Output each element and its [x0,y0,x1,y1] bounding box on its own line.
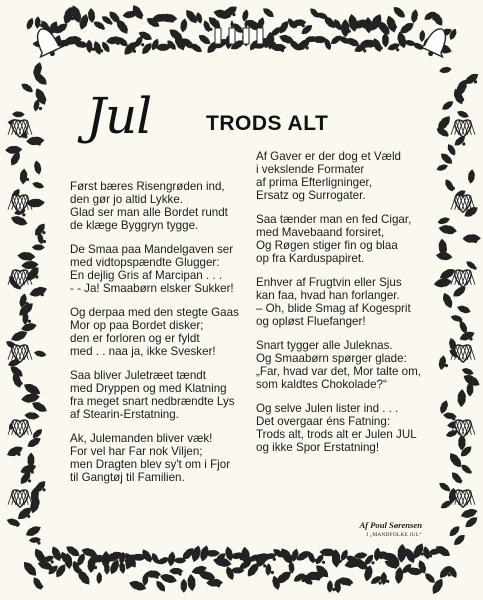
berry-icon [51,560,54,563]
berry-icon [22,213,25,216]
berry-icon [171,19,174,22]
berry-icon [67,559,70,562]
holly-leaf-icon [261,6,275,19]
berry-icon [17,453,20,456]
berry-icon [41,293,44,296]
poem-title [86,86,386,146]
berry-icon [402,14,405,17]
holly-leaf-icon [28,285,48,299]
holly-leaf-icon [197,33,212,47]
holly-leaf-icon [19,168,27,184]
candle-icon [243,28,249,44]
berry-icon [322,561,325,564]
right-stanza [256,213,416,265]
berry-icon [179,572,182,575]
berry-icon [462,142,465,145]
berry-icon [473,266,476,269]
woven-heart-icon [451,120,475,137]
poem-line: Og Røgen stiger fin og blaa [256,239,398,253]
woven-heart-icon [451,195,475,212]
poem-right-column [256,150,421,465]
berry-icon [396,48,399,51]
berry-icon [302,24,305,27]
berry-icon [281,49,284,52]
berry-icon [140,14,143,17]
holly-leaf-icon [450,470,464,485]
poem-line: Og selve Julen lister ind . . . [256,401,399,415]
berry-icon [338,560,341,563]
holly-leaf-icon [12,111,25,117]
holly-leaf-icon [456,109,470,119]
berry-icon [263,564,266,567]
berry-icon [309,581,312,584]
holly-leaf-icon [96,572,102,584]
woven-heart-icon [8,490,32,507]
berry-icon [445,364,448,367]
berry-icon [325,573,328,576]
holly-leaf-icon [33,160,43,176]
right-stanza [256,150,416,202]
berry-icon [447,488,450,491]
berry-icon [445,133,448,136]
berry-icon [28,479,31,482]
poem-line: fra meget snart nedbrændte Lys [70,395,235,409]
berry-icon [386,580,389,583]
berry-icon [448,573,451,576]
holly-leaf-icon [459,463,473,476]
berry-icon [394,566,397,569]
holly-leaf-icon [439,66,453,74]
holly-leaf-icon [167,551,176,567]
berry-icon [394,25,397,28]
berry-icon [271,571,274,574]
holly-leaf-icon [457,389,466,407]
holly-leaf-icon [438,224,458,236]
berry-icon [35,275,38,278]
berry-icon [19,382,22,385]
holly-leaf-icon [419,30,426,43]
berry-icon [125,28,128,31]
holly-leaf-icon [433,277,452,288]
berry-icon [452,417,455,420]
woven-heart-icon [8,120,32,137]
berry-icon [40,585,43,588]
holly-leaf-icon [17,251,36,261]
berry-icon [42,488,45,491]
berry-icon [273,558,276,561]
poem-line: med Mavebaand forsiret, [256,226,385,240]
left-stanza [70,369,248,421]
holly-leaf-icon [391,5,407,20]
berry-icon [363,566,366,569]
berry-icon [38,142,41,145]
berry-icon [355,561,358,564]
holly-leaf-icon [187,574,197,592]
holly-leaf-icon [382,33,389,48]
berry-icon [32,570,35,573]
poem-line: „Far, hvad var det, Mor talte om, [256,365,421,379]
berry-icon [94,566,97,569]
berry-icon [141,43,144,46]
berry-icon [363,49,366,52]
left-stanza [70,180,248,232]
berry-icon [474,240,477,243]
poem-line: For vel har Far nok Viljen; [70,444,203,458]
poem-credit [322,520,422,538]
poem-line: Af Gaver er der dog et Væld [256,150,401,163]
holly-leaf-icon [5,146,22,155]
holly-leaf-icon [437,216,451,226]
poem-line: – Oh, blide Smag af Kogesprit [256,302,411,316]
berry-icon [378,581,381,584]
poem-line: De Smaa paa Mandelgaven ser [70,242,234,256]
candle-icon [229,28,235,44]
berry-icon [109,22,112,25]
poem-line: Saa bliver Juletræet tændt [70,368,206,382]
holly-leaf-icon [458,329,476,342]
holly-leaf-icon [33,350,47,358]
poem-line: den er forloren og er fyldt [70,332,200,346]
poem-line: som kaldtes Chokolade?“ [256,378,387,392]
holly-leaf-icon [87,8,95,24]
holly-leaf-icon [394,566,404,584]
left-stanza [70,432,248,484]
berry-icon [43,98,46,101]
berry-icon [30,89,33,92]
poem-line: men Dragten blev sy't om i Fjor [70,458,231,472]
holly-leaf-icon [25,17,35,31]
holly-leaf-icon [441,291,455,310]
holly-leaf-icon [26,136,45,146]
berry-icon [133,50,136,53]
berry-icon [207,41,210,44]
right-stanza [256,338,421,392]
berry-icon [28,320,31,323]
poem-line: af Stearin-Erstatning. [70,408,179,422]
berry-icon [42,408,45,411]
poem-line: En dejlig Gris af Marcipan . . . [70,269,223,283]
holly-leaf-icon [440,99,455,112]
berry-icon [458,462,461,465]
berry-icon [31,470,34,473]
poem-line: og ikke Spor Erstatning! [256,441,380,455]
woven-heart-icon [8,345,32,362]
holly-leaf-icon [436,251,453,260]
poem-line: Først bæres Risengrøden ind, [70,180,225,193]
holly-leaf-icon [181,579,188,593]
berry-icon [429,554,432,557]
holly-leaf-icon [443,178,455,193]
berry-icon [22,222,25,225]
woven-heart-icon [451,420,475,437]
poem-line: kan faa, hvad han forlanger. [256,289,400,303]
poem-line: - - Ja! Smaabørn elsker Sukker! [70,282,234,296]
holly-leaf-icon [423,571,437,585]
berry-icon [459,479,462,482]
holly-leaf-icon [5,444,24,459]
holly-leaf-icon [341,19,349,37]
holly-leaf-icon [24,412,40,420]
candle-icon [215,28,221,44]
holly-leaf-icon [86,39,93,53]
berry-icon [102,27,105,30]
title-script: Jul [86,87,152,145]
poem-line: Glad ser man alle Bordet rundt [70,206,228,220]
poem-line: den gør jo altid Lykke. [70,193,183,207]
holly-leaf-icon [438,355,447,371]
poem-line: og opløst Fluefanger! [256,315,366,329]
holly-leaf-icon [140,41,154,56]
title-caps: TRODS ALT [206,112,329,135]
berry-icon [27,515,30,518]
holly-leaf-icon [24,524,43,539]
berry-icon [29,258,32,261]
holly-leaf-icon [410,9,419,24]
berry-icon [450,231,453,234]
poem-line: til Gangtøj til Familien. [70,471,185,485]
poem-line: Saa tænder man en fed Cigar, [256,212,412,226]
holly-leaf-icon [467,169,475,184]
berry-icon [348,583,351,586]
holly-leaf-icon [224,565,235,581]
poem-line: Snart tygger alle Juleknas. [256,338,393,352]
berry-icon [232,13,235,16]
berry-icon [386,29,389,32]
poem-line: af prima Efterligninger, [256,176,372,190]
berry-icon [39,107,42,110]
holly-leaf-icon [451,284,468,299]
poem-line: med Dryppen og med Klatning [70,382,227,395]
berry-icon [469,470,472,473]
poem-line: Det overgaar éns Fatning: [256,414,391,428]
holly-leaf-icon [461,367,475,377]
woven-heart-icon [451,270,475,287]
holly-leaf-icon [436,163,449,172]
candle-icon [257,28,263,44]
berry-icon [209,28,212,31]
left-stanza [70,243,248,295]
berry-icon [452,187,455,190]
poem-line: de klæge Byggryn tygge. [70,219,199,233]
right-stanza [256,402,416,454]
berry-icon [348,30,351,33]
berry-icon [100,49,103,52]
holly-leaf-icon [438,399,449,415]
poem-line: Ak, Julemanden bliver væk! [70,431,213,445]
berry-icon [37,541,40,544]
holly-leaf-icon [31,181,45,190]
holly-leaf-icon [10,214,29,228]
holly-leaf-icon [20,322,37,333]
left-stanza [70,306,248,358]
holly-leaf-icon [265,563,271,576]
holly-leaf-icon [32,244,45,250]
berry-icon [306,46,309,49]
berry-icon [43,240,46,243]
poem-line: med vidtopspændte Glugger: [70,256,220,270]
holly-leaf-icon [462,234,480,243]
flame-icon [231,20,234,28]
holly-leaf-icon [456,304,472,315]
berry-icon [26,178,29,181]
credit-source: I „MANDFOLKE JUL“ [366,532,422,538]
poem-line: Og derpaa med den stegte Gaas [70,305,239,319]
poem-line: op fra Karduspapiret. [256,252,365,266]
poem-line: Enhver af Frugtvin eller Sjus [256,275,402,289]
poem-line: med . . naa ja, ikke Svesker! [70,345,216,359]
poem-line: i vekslende Formater [256,163,365,177]
berry-icon [317,577,320,580]
poem-line: Trods alt, trods alt er Julen JUL [256,428,417,442]
berry-icon [217,584,220,587]
poem-left-column [70,180,248,495]
right-stanza [256,276,416,328]
holly-leaf-icon [20,81,35,94]
berry-icon [155,576,158,579]
berry-icon [42,231,45,234]
berry-icon [461,98,464,101]
berry-icon [396,561,399,564]
holly-leaf-icon [21,559,39,578]
berry-icon [43,80,46,83]
berry-icon [469,337,472,340]
berry-icon [380,47,383,50]
berry-icon [16,524,19,527]
credit-author: Af Poul Sørensen [359,520,422,530]
berry-icon [474,80,477,83]
berry-icon [194,18,197,21]
holly-leaf-icon [180,18,189,33]
poem-line: Og Smaabørn spørger glade: [256,352,407,365]
berry-icon [140,587,143,590]
holly-leaf-icon [35,16,41,29]
holly-leaf-icon [31,576,44,592]
poem-line: Mor op paa Bordet disker; [70,319,204,333]
poem-line: Ersatz og Surrogater. [256,189,366,203]
holly-leaf-icon [327,580,333,593]
berry-icon [371,561,374,564]
